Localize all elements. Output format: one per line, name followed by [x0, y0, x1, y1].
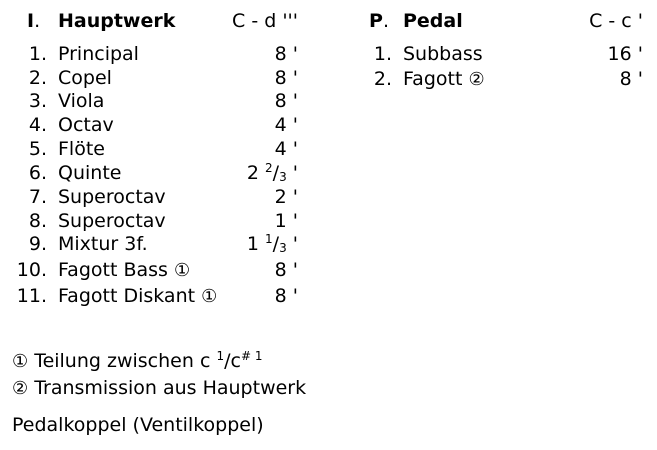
- footnote-1-icon: ①: [173, 260, 191, 281]
- stop-number: 4.: [28, 114, 47, 136]
- stop-size: 8 ': [274, 259, 298, 281]
- footnote-2-icon: ②: [12, 378, 29, 399]
- stop-number: 8.: [28, 210, 47, 232]
- stop-size: 16 ': [607, 43, 643, 65]
- stop-number: 11.: [16, 285, 47, 307]
- stop-size: 4 ': [274, 138, 298, 160]
- stop-name: Copel: [58, 67, 112, 89]
- stop-size: 4 ': [274, 114, 298, 136]
- stop-size: 2 ': [274, 186, 298, 208]
- stop-name: Fagott ②: [403, 68, 485, 90]
- pedal-title: Pedal: [403, 10, 463, 32]
- footnote-2: ② Transmission aus Hauptwerk: [12, 377, 307, 399]
- stop-name: Superoctav: [58, 186, 166, 208]
- stop-size: 8 ': [274, 67, 298, 89]
- pedal-range: C - c ': [589, 10, 643, 32]
- stop-name: Fagott Diskant ①: [58, 285, 218, 307]
- stop-name: Fagott Bass ①: [58, 259, 191, 281]
- stop-number: 10.: [16, 259, 47, 281]
- manual-numeral: I.: [27, 10, 41, 32]
- stop-size: 1 $^1/_3$ ': [246, 232, 298, 255]
- pedal-coupler: Pedalkoppel (Ventilkoppel): [12, 414, 264, 436]
- stop-size: 8 ': [274, 90, 298, 112]
- stop-size: 2 $^2/_3$ ': [246, 161, 298, 184]
- footnote-1-icon: ①: [12, 351, 29, 372]
- stop-size: 8 ': [619, 68, 643, 90]
- stop-size: 1 ': [274, 210, 298, 232]
- manual-range: C - d ''': [232, 10, 298, 32]
- stop-number: 5.: [28, 138, 47, 160]
- stop-name: Viola: [58, 90, 105, 112]
- footnote-2-icon: ②: [468, 69, 485, 90]
- stop-name: Subbass: [403, 43, 483, 65]
- stop-number: 6.: [28, 162, 47, 184]
- stop-size: 8 ': [274, 43, 298, 65]
- stop-name: Superoctav: [58, 210, 166, 232]
- footnote-1: ① Teilung zwischen c $^1/c^{\# 1}$: [12, 349, 263, 372]
- stop-number: 2.: [373, 68, 392, 90]
- stop-size: 8 ': [274, 285, 298, 307]
- stop-name: Flöte: [58, 138, 105, 160]
- stop-name: Mixtur 3f.: [58, 233, 148, 255]
- stop-number: 9.: [28, 233, 47, 255]
- stop-name: Principal: [58, 43, 139, 65]
- stop-number: 3.: [28, 90, 47, 112]
- pedal-numeral: P.: [369, 10, 389, 32]
- stop-number: 1.: [373, 43, 392, 65]
- manual-title: Hauptwerk: [58, 10, 176, 32]
- footnote-1-icon: ①: [201, 286, 218, 307]
- stop-number: 7.: [28, 186, 47, 208]
- stop-name: Octav: [58, 114, 114, 136]
- stop-number: 1.: [28, 43, 47, 65]
- stop-name: Quinte: [58, 162, 122, 184]
- stop-number: 2.: [28, 67, 47, 89]
